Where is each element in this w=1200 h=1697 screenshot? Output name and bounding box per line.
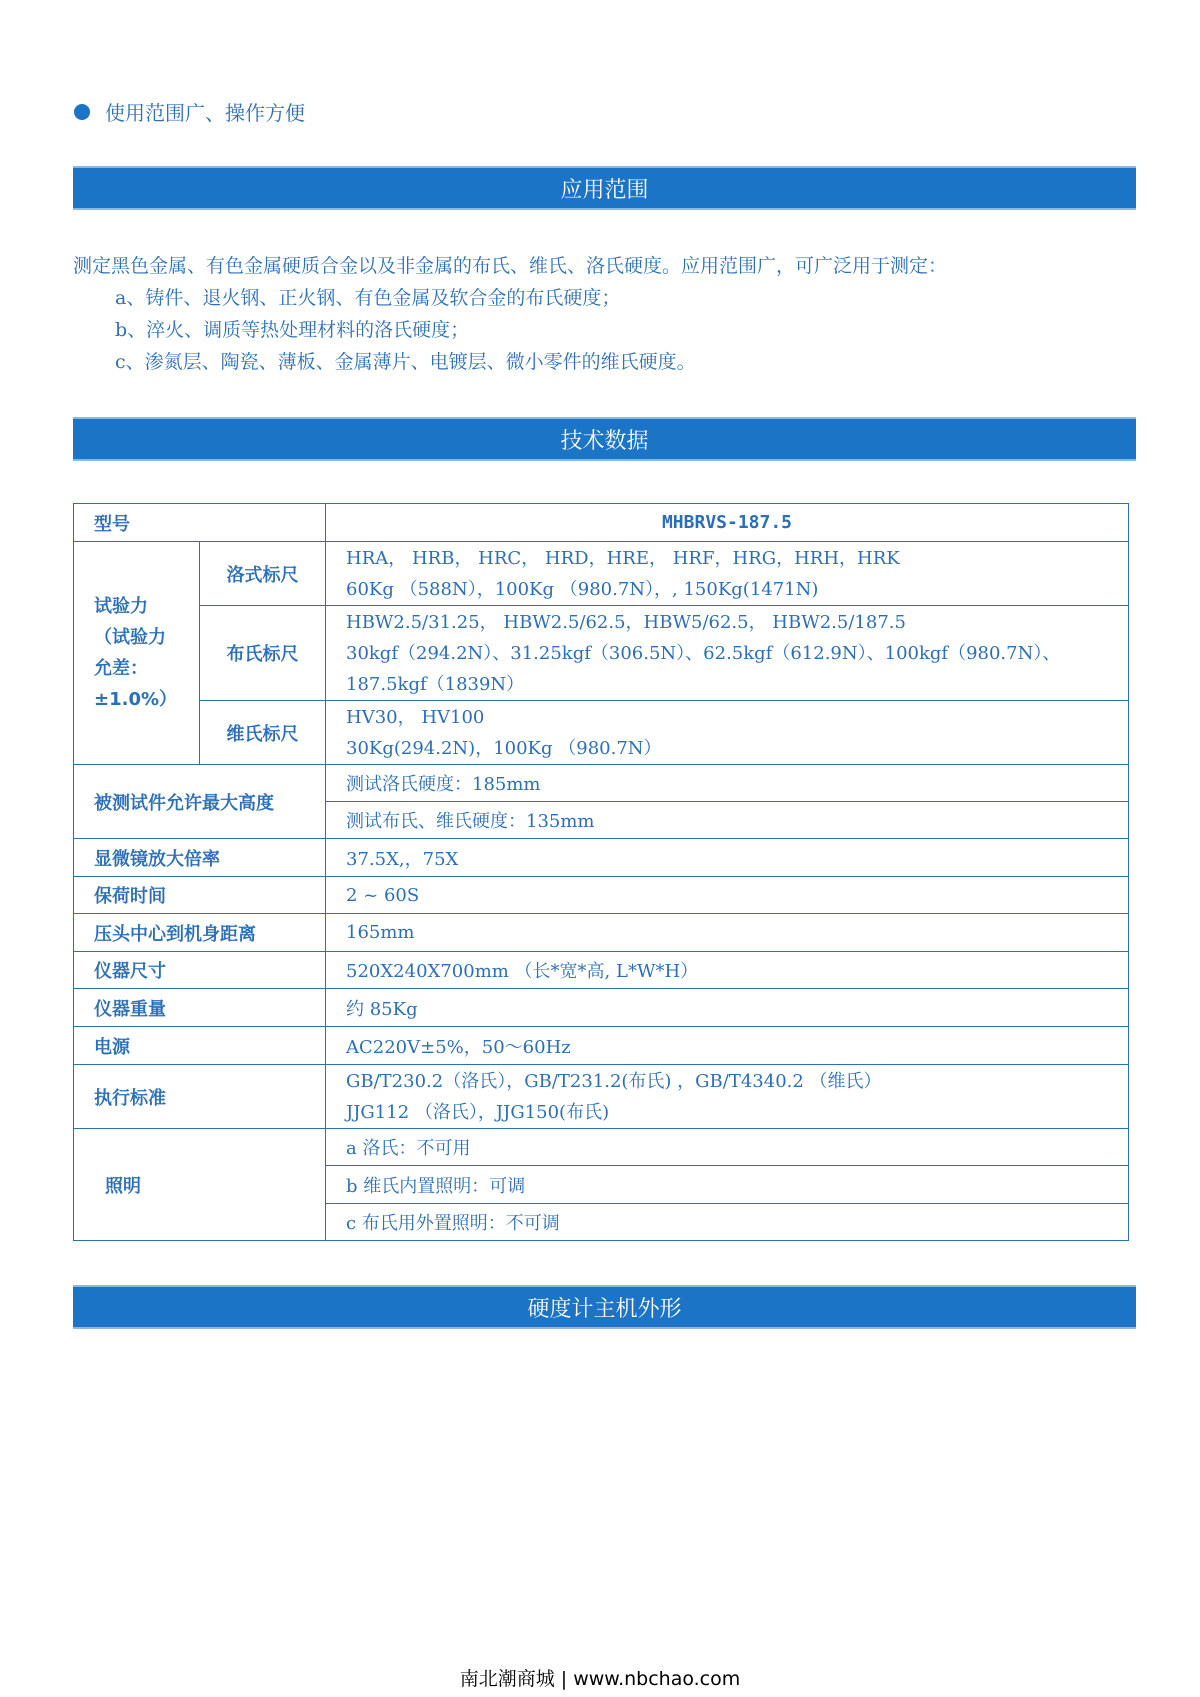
table-row xyxy=(74,765,1129,802)
model-value: MHBRVS-187.5 xyxy=(326,504,1129,542)
lighting-label: 照明 xyxy=(74,1129,326,1241)
standard-label: 执行标准 xyxy=(74,1065,326,1129)
application-item-b: b、淬火、调质等热处理材料的洛氏硬度； xyxy=(115,319,470,341)
table-row xyxy=(74,989,1129,1027)
rockwell-scales: HRA， HRB， HRC， HRD，HRE， HRF，HRG，HRH，HRK xyxy=(346,547,900,569)
application-item-c: c、渗氮层、陶瓷、薄板、金属薄片、电镀层、微小零件的维氏硬度。 xyxy=(115,351,696,373)
row-value: AC220V±5%，50～60Hz xyxy=(326,1027,1129,1065)
row-label: 电源 xyxy=(74,1027,326,1065)
vickers-scales: HV30， HV100 xyxy=(346,706,485,728)
row-value: 2 ~ 60S xyxy=(326,877,1129,914)
spec-table xyxy=(73,503,1129,1241)
bullet-dot-icon xyxy=(74,104,90,120)
height-value-rockwell: 测试洛氏硬度：185mm xyxy=(326,765,1129,802)
rockwell-values xyxy=(326,542,1129,606)
table-row xyxy=(74,1065,1129,1129)
force-label: 试验力（试验力允差：±1.0%） xyxy=(74,542,200,765)
table-row xyxy=(74,914,1129,952)
feature-bullet xyxy=(74,97,305,126)
row-value: 37.5X,，75X xyxy=(326,839,1129,877)
standard-values xyxy=(326,1065,1129,1129)
footer-text: 南北潮商城 | www.nbchao.com xyxy=(459,1668,741,1690)
brinell-forces: 30kgf（294.2N）、31.25kgf（306.5N）、62.5kgf（612.9N）、100kgf（980.7N）、187.5kgf（1839N） xyxy=(346,642,1061,695)
vickers-label: 维氏标尺 xyxy=(200,701,326,765)
table-row xyxy=(74,1129,1129,1166)
brinell-values xyxy=(326,606,1129,701)
rockwell-forces: 60Kg （588N），100Kg （980.7N），, 150Kg(1471N) xyxy=(346,578,819,600)
vickers-forces: 30Kg(294.2N)，100Kg （980.7N） xyxy=(346,737,662,759)
standard-line-2: JJG112 （洛氏），JJG150(布氏) xyxy=(346,1101,610,1123)
row-label: 仪器尺寸 xyxy=(74,952,326,989)
application-text xyxy=(73,250,947,378)
table-row xyxy=(74,606,1129,701)
standard-line-1: GB/T230.2（洛氏），GB/T231.2(布氏) ，GB/T4340.2 （维氏） xyxy=(346,1070,882,1092)
brinell-scales: HBW2.5/31.25， HBW2.5/62.5，HBW5/62.5， HBW2.5/187.5 xyxy=(346,611,906,633)
table-row xyxy=(74,839,1129,877)
row-value: 165mm xyxy=(326,914,1129,952)
table-row xyxy=(74,504,1129,542)
row-label: 保荷时间 xyxy=(74,877,326,914)
row-label: 仪器重量 xyxy=(74,989,326,1027)
rockwell-label: 洛式标尺 xyxy=(200,542,326,606)
row-value: 约 85Kg xyxy=(326,989,1129,1027)
application-item-a: a、铸件、退火钢、正火钢、有色金属及软合金的布氏硬度； xyxy=(115,287,621,309)
lighting-value-c: c 布氏用外置照明：不可调 xyxy=(326,1204,1129,1241)
model-label: 型号 xyxy=(74,504,326,542)
section-header-tech: 技术数据 xyxy=(73,417,1136,461)
row-value: 520X240X700mm （长*宽*高, L*W*H） xyxy=(326,952,1129,989)
section-header-appearance: 硬度计主机外形 xyxy=(73,1285,1136,1329)
table-row xyxy=(74,877,1129,914)
height-label: 被测试件允许最大高度 xyxy=(74,765,326,839)
table-row xyxy=(74,701,1129,765)
application-intro: 测定黑色金属、有色金属硬质合金以及非金属的布氏、维氏、洛氏硬度。应用范围广，可广泛用于测定： xyxy=(73,255,948,277)
brinell-label: 布氏标尺 xyxy=(200,606,326,701)
table-row xyxy=(74,1027,1129,1065)
vickers-values xyxy=(326,701,1129,765)
lighting-value-a: a 洛氏：不可用 xyxy=(326,1129,1129,1166)
row-label: 压头中心到机身距离 xyxy=(74,914,326,952)
section-header-application: 应用范围 xyxy=(73,166,1136,210)
row-label: 显微镜放大倍率 xyxy=(74,839,326,877)
height-value-brinell-vickers: 测试布氏、维氏硬度：135mm xyxy=(326,802,1129,839)
table-row xyxy=(74,542,1129,606)
lighting-value-b: b 维氏内置照明：可调 xyxy=(326,1166,1129,1204)
feature-text: 使用范围广、操作方便 xyxy=(105,101,305,125)
table-row xyxy=(74,952,1129,989)
